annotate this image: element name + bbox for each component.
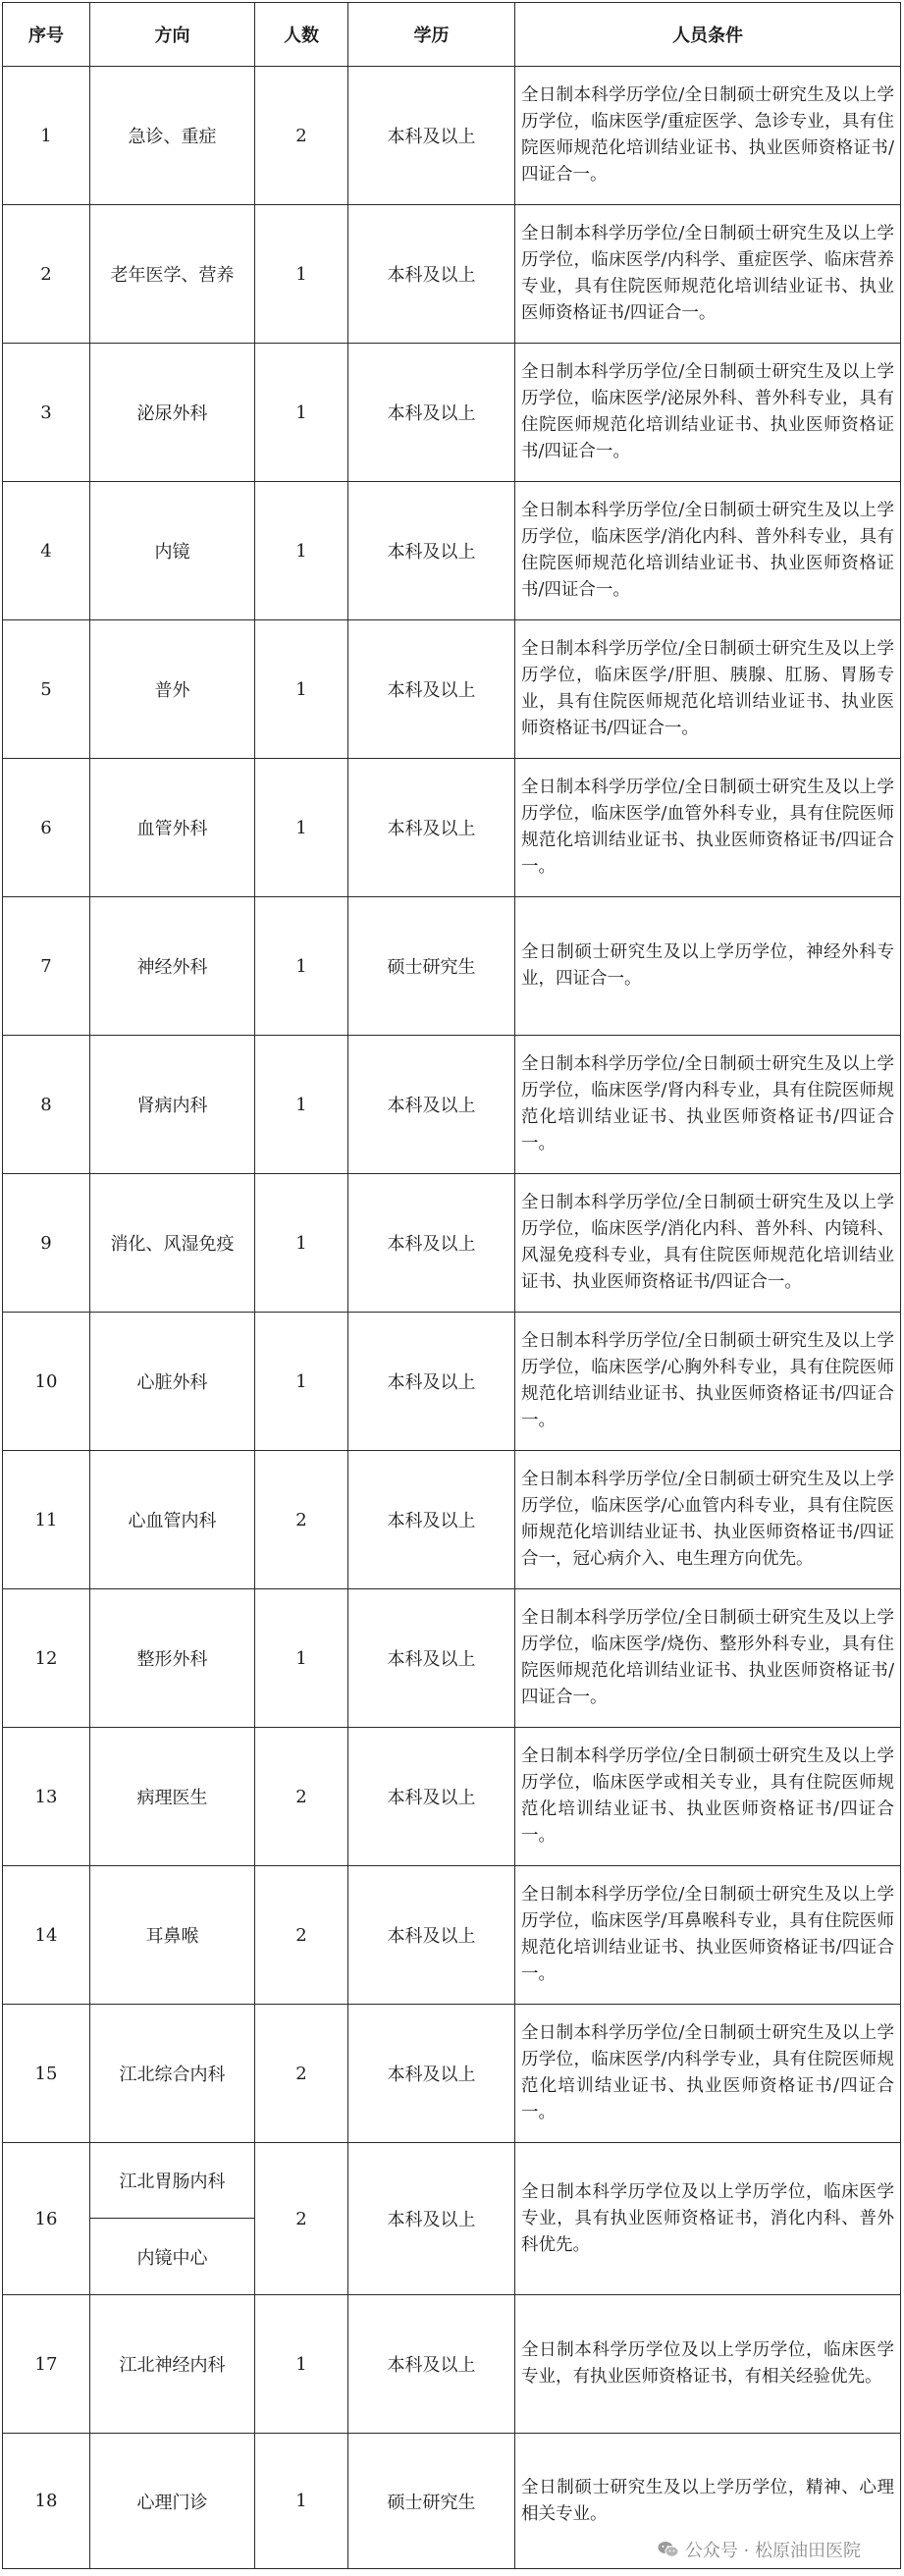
row-count: 1 xyxy=(255,344,348,482)
row-direction: 江北胃肠内科 xyxy=(90,2143,255,2219)
row-education: 硕士研究生 xyxy=(348,2434,515,2569)
row-no: 1 xyxy=(3,67,90,205)
watermark-text: 公众号 · 松原油田医院 xyxy=(684,2541,861,2561)
table-row xyxy=(3,1036,901,1174)
row-requirements: 全日制本科学历学位/全日制硕士研究生及以上学历学位，临床医学/血管外科专业，具有住院医师规范化培训结业证书、执业医师资格证书/四证合一。 xyxy=(515,759,901,897)
row-count: 1 xyxy=(255,1174,348,1313)
row-no: 3 xyxy=(3,344,90,482)
row-direction: 消化、风湿免疫 xyxy=(90,1174,255,1313)
row-direction: 肾病内科 xyxy=(90,1036,255,1174)
row-count: 1 xyxy=(255,1036,348,1174)
row-count: 1 xyxy=(255,759,348,897)
table-row xyxy=(3,759,901,897)
row-count: 2 xyxy=(255,2143,348,2295)
row-direction: 江北综合内科 xyxy=(90,2005,255,2143)
table-row xyxy=(3,1589,901,1728)
row-education: 本科及以上 xyxy=(348,1451,515,1589)
row-no: 9 xyxy=(3,1174,90,1313)
row-count: 1 xyxy=(255,2295,348,2434)
wechat-icon xyxy=(658,2541,679,2558)
row-education: 硕士研究生 xyxy=(348,897,515,1036)
row-education: 本科及以上 xyxy=(348,759,515,897)
row-no: 15 xyxy=(3,2005,90,2143)
row-count: 2 xyxy=(255,1866,348,2005)
row-direction: 内镜 xyxy=(90,482,255,620)
row-education: 本科及以上 xyxy=(348,482,515,620)
table-row xyxy=(3,1866,901,2005)
table-row xyxy=(3,67,901,205)
table-row xyxy=(3,1174,901,1313)
row-direction-secondary: 内镜中心 xyxy=(90,2219,255,2295)
row-no: 8 xyxy=(3,1036,90,1174)
table-row xyxy=(3,344,901,482)
row-direction: 整形外科 xyxy=(90,1589,255,1728)
row-no: 13 xyxy=(3,1728,90,1866)
row-no: 12 xyxy=(3,1589,90,1728)
row-requirements: 全日制本科学历学位/全日制硕士研究生及以上学历学位，临床医学/内科学专业，具有住院医师规范化培训结业证书、执业医师资格证书/四证合一。 xyxy=(515,2005,901,2143)
table-header-row xyxy=(3,3,901,67)
table-row xyxy=(3,897,901,1036)
row-direction: 病理医生 xyxy=(90,1728,255,1866)
row-requirements: 全日制本科学历学位及以上学历学位，临床医学专业，具有执业医师资格证书，消化内科、普外科优先。 xyxy=(515,2143,901,2295)
row-no: 11 xyxy=(3,1451,90,1589)
table-row xyxy=(3,620,901,759)
table-row xyxy=(3,1728,901,1866)
header-education: 学历 xyxy=(348,3,515,67)
row-education: 本科及以上 xyxy=(348,1728,515,1866)
table-row xyxy=(3,1451,901,1589)
row-education: 本科及以上 xyxy=(348,67,515,205)
table-row xyxy=(3,482,901,620)
row-count: 1 xyxy=(255,620,348,759)
row-education: 本科及以上 xyxy=(348,205,515,344)
row-requirements: 全日制本科学历学位/全日制硕士研究生及以上学历学位，临床医学/心胸外科专业，具有住院医师规范化培训结业证书、执业医师资格证书/四证合一。 xyxy=(515,1313,901,1451)
row-no: 10 xyxy=(3,1313,90,1451)
row-no: 14 xyxy=(3,1866,90,2005)
row-requirements: 全日制硕士研究生及以上学历学位，精神、心理相关专业。 xyxy=(515,2434,901,2569)
row-count: 2 xyxy=(255,2005,348,2143)
header-requirements: 人员条件 xyxy=(515,3,901,67)
row-requirements: 全日制本科学历学位/全日制硕士研究生及以上学历学位，临床医学/肾内科专业，具有住院医师规范化培训结业证书、执业医师资格证书/四证合一。 xyxy=(515,1036,901,1174)
row-direction: 血管外科 xyxy=(90,759,255,897)
row-count: 1 xyxy=(255,2434,348,2569)
row-education: 本科及以上 xyxy=(348,1866,515,2005)
row-no: 5 xyxy=(3,620,90,759)
row-no: 16 xyxy=(3,2143,90,2295)
row-education: 本科及以上 xyxy=(348,2005,515,2143)
table-row xyxy=(3,2005,901,2143)
row-requirements: 全日制本科学历学位/全日制硕士研究生及以上学历学位，临床医学/泌尿外科、普外科专业，具有住院医师规范化培训结业证书、执业医师资格证书/四证合一。 xyxy=(515,344,901,482)
row-requirements: 全日制硕士研究生及以上学历学位，神经外科专业，四证合一。 xyxy=(515,897,901,1036)
row-no: 4 xyxy=(3,482,90,620)
table-row xyxy=(3,205,901,344)
row-count: 2 xyxy=(255,1451,348,1589)
recruitment-table xyxy=(2,2,901,2569)
row-direction: 心理门诊 xyxy=(90,2434,255,2569)
row-education: 本科及以上 xyxy=(348,2295,515,2434)
row-requirements: 全日制本科学历学位/全日制硕士研究生及以上学历学位，临床医学或相关专业，具有住院医师规范化培训结业证书、执业医师资格证书/四证合一。 xyxy=(515,1728,901,1866)
row-count: 1 xyxy=(255,205,348,344)
header-direction: 方向 xyxy=(90,3,255,67)
row-no: 7 xyxy=(3,897,90,1036)
row-direction: 江北神经内科 xyxy=(90,2295,255,2434)
row-requirements: 全日制本科学历学位/全日制硕士研究生及以上学历学位，临床医学/心血管内科专业，具有住院医师规范化培训结业证书、执业医师资格证书/四证合一，冠心病介入、电生理方向优先。 xyxy=(515,1451,901,1589)
row-direction: 耳鼻喉 xyxy=(90,1866,255,2005)
row-requirements: 全日制本科学历学位及以上学历学位，临床医学专业，有执业医师资格证书，有相关经验优先。 xyxy=(515,2295,901,2434)
row-no: 2 xyxy=(3,205,90,344)
row-education: 本科及以上 xyxy=(348,620,515,759)
row-education: 本科及以上 xyxy=(348,1589,515,1728)
row-requirements: 全日制本科学历学位/全日制硕士研究生及以上学历学位，临床医学/耳鼻喉科专业，具有住院医师规范化培训结业证书、执业医师资格证书/四证合一。 xyxy=(515,1866,901,2005)
row-requirements: 全日制本科学历学位/全日制硕士研究生及以上学历学位，临床医学/烧伤、整形外科专业，具有住院医师规范化培训结业证书、执业医师资格证书/四证合一。 xyxy=(515,1589,901,1728)
row-count: 1 xyxy=(255,1589,348,1728)
row-direction: 普外 xyxy=(90,620,255,759)
row-no: 18 xyxy=(3,2434,90,2569)
table-row xyxy=(3,2295,901,2434)
row-count: 1 xyxy=(255,897,348,1036)
table-row xyxy=(3,1313,901,1451)
row-count: 2 xyxy=(255,67,348,205)
row-count: 2 xyxy=(255,1728,348,1866)
row-requirements: 全日制本科学历学位/全日制硕士研究生及以上学历学位，临床医学/内科学、重症医学、临床营养专业，具有住院医师规范化培训结业证书、执业医师资格证书/四证合一。 xyxy=(515,205,901,344)
row-no: 17 xyxy=(3,2295,90,2434)
row-requirements: 全日制本科学历学位/全日制硕士研究生及以上学历学位，临床医学/消化内科、普外科专业，具有住院医师规范化培训结业证书、执业医师资格证书/四证合一。 xyxy=(515,482,901,620)
watermark xyxy=(658,2537,861,2562)
row-education: 本科及以上 xyxy=(348,344,515,482)
row-direction: 急诊、重症 xyxy=(90,67,255,205)
row-education: 本科及以上 xyxy=(348,1036,515,1174)
row-education: 本科及以上 xyxy=(348,2143,515,2295)
row-education: 本科及以上 xyxy=(348,1174,515,1313)
row-direction: 心血管内科 xyxy=(90,1451,255,1589)
row-direction: 老年医学、营养 xyxy=(90,205,255,344)
row-direction: 心脏外科 xyxy=(90,1313,255,1451)
row-requirements: 全日制本科学历学位/全日制硕士研究生及以上学历学位，临床医学/肝胆、胰腺、肛肠、胃肠专业，具有住院医师规范化培训结业证书、执业医师资格证书/四证合一。 xyxy=(515,620,901,759)
header-no: 序号 xyxy=(3,3,90,67)
row-count: 1 xyxy=(255,482,348,620)
row-requirements: 全日制本科学历学位/全日制硕士研究生及以上学历学位，临床医学/消化内科、普外科、内镜科、风湿免疫科专业，具有住院医师规范化培训结业证书、执业医师资格证书/四证合一。 xyxy=(515,1174,901,1313)
table-row xyxy=(3,2143,901,2219)
header-count: 人数 xyxy=(255,3,348,67)
row-direction: 泌尿外科 xyxy=(90,344,255,482)
row-direction: 神经外科 xyxy=(90,897,255,1036)
row-count: 1 xyxy=(255,1313,348,1451)
row-requirements: 全日制本科学历学位/全日制硕士研究生及以上学历学位，临床医学/重症医学、急诊专业，具有住院医师规范化培训结业证书、执业医师资格证书/四证合一。 xyxy=(515,67,901,205)
row-no: 6 xyxy=(3,759,90,897)
row-education: 本科及以上 xyxy=(348,1313,515,1451)
